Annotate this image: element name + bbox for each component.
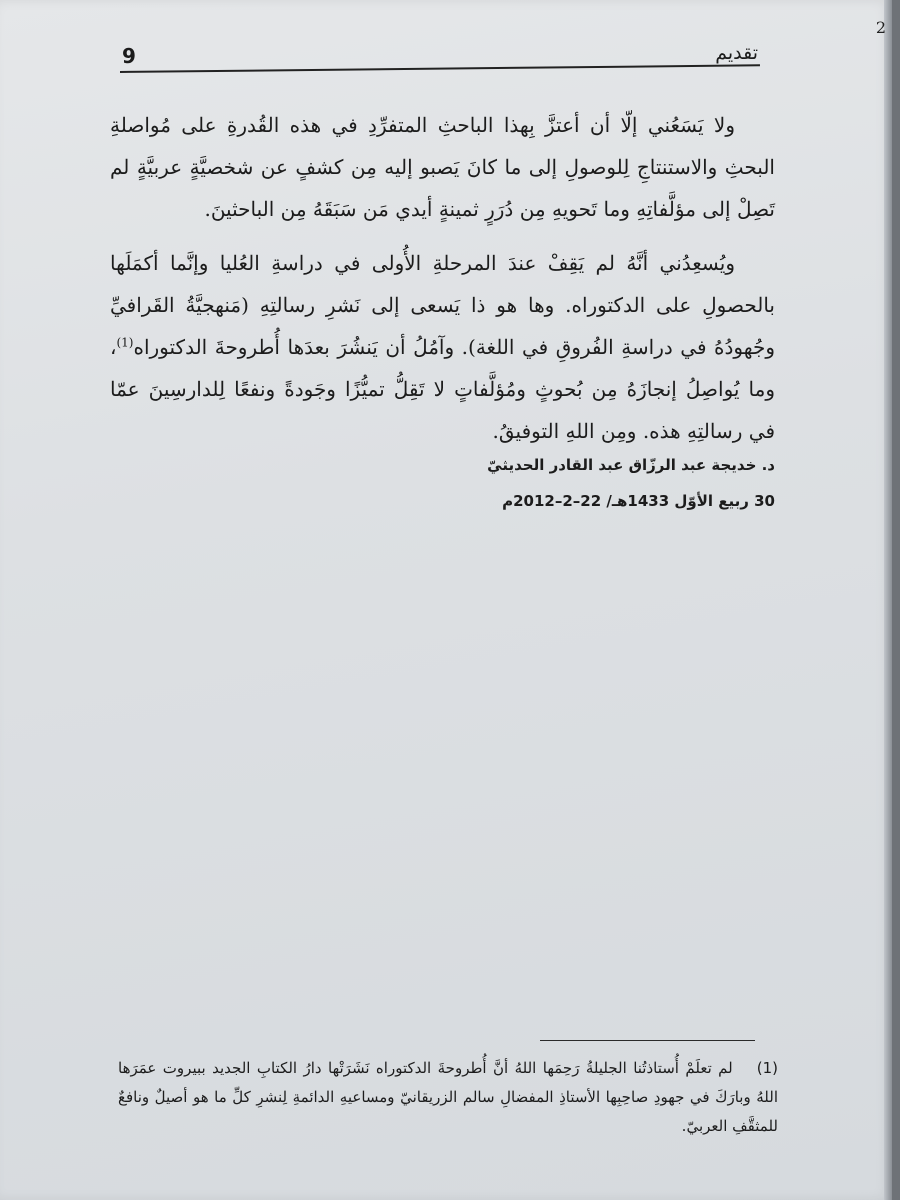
- footnote-reference: (1): [116, 335, 134, 350]
- footnote: [118, 1054, 778, 1141]
- page-number: 9: [122, 44, 136, 68]
- footnote-text: لم تعلَمْ أُستاذتُنا الجليلةُ رَحِمَها اللهُ أنَّ أُطروحةَ الدكتوراه نَشَرَتْها دارُ الكتابِ الجديد ببيروت عمَرَها اللهُ وبارَكَ في جهودِ صاحِبِها الأستاذِ المفضالِ سالم الزريقانيّ ومساعيهِ الدائمةِ لِنشرِ كلِّ ما هو أصيلٌ ونافعٌ للمثقَّفِ العربيّ.: [118, 1059, 778, 1135]
- paragraph-2: [110, 242, 775, 452]
- signature-date: 30 ربيع الأوّل 1433هـ/ 22–2–2012م: [502, 492, 775, 510]
- page-header: [120, 40, 760, 74]
- paragraph-1: ولا يَسَعُني إلّا أن أعتزَّ بِهذا الباحثِ المتفرِّدِ في هذه القُدرةِ على مُواصلةِ البحثِ والاستنتاجِ لِلوصولِ إلى ما كانَ يَصبو إليه مِن كشفٍ عن شخصيَّةٍ عربيَّةٍ لم تَصِلْ إلى مؤلَّفاتِهِ وما تَحويهِ مِن دُرَرٍ ثمينةٍ أيدي مَن سَبَقَهُ مِن الباحثينَ.: [110, 113, 775, 221]
- paragraph-2-continued: ، وما يُواصِلُ إنجازَهُ مِن بُحوثٍ ومُؤلَّفاتٍ لا تَقِلُّ تميُّزًا وجَودةً ونفعًا لِلدارسِينَ عمّا في رسالتِهِ هذه. ومِن اللهِ التوفيقُ.: [110, 335, 775, 443]
- footnote-marker: (1): [756, 1059, 778, 1077]
- running-head: تقديم: [715, 42, 758, 64]
- corner-mark: 2: [875, 18, 886, 37]
- paragraph-2-main: ويُسعِدُني أنَّهُ لم يَقِفْ عندَ المرحلةِ الأُولى في دراسةِ العُليا وإنَّما أكمَلَها بالحصولِ على الدكتوراه. وها هو ذا يَسعى إلى نَشرِ رسالتِهِ (مَنهجيَّةُ القَرافيِّ وجُهودُهُ في دراسةِ الفُروقِ في اللغة). وآمُلُ أن يَنشُرَ بعدَها أُطروحةَ الدكتوراه: [110, 251, 775, 359]
- body-text: [110, 104, 775, 464]
- header-rule: [120, 64, 760, 72]
- author-name: د. خديجة عبد الرزّاق عبد القادر الحديثيّ: [487, 456, 775, 474]
- page-edge: [884, 0, 892, 1200]
- footnote-rule: [540, 1040, 755, 1041]
- signature-block: [110, 456, 775, 510]
